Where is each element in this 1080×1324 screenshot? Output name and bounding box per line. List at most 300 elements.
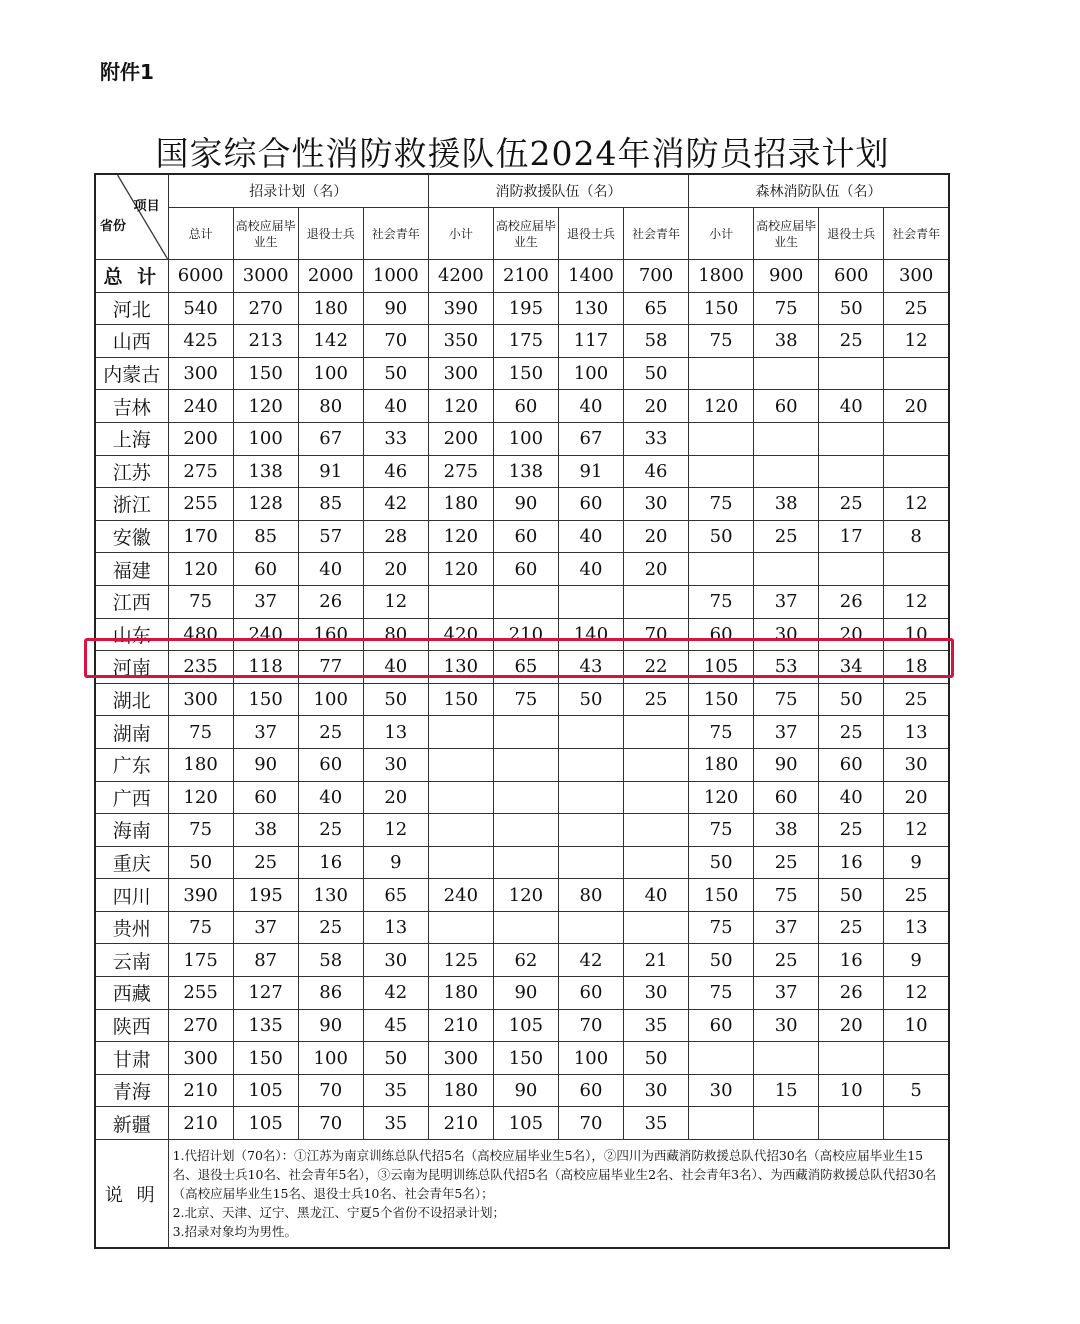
value-cell: 33 <box>363 422 428 455</box>
value-cell: 420 <box>428 618 493 651</box>
value-cell: 37 <box>754 977 819 1010</box>
value-cell: 25 <box>819 911 884 944</box>
value-cell <box>819 455 884 488</box>
value-cell: 35 <box>363 1074 428 1107</box>
value-cell: 120 <box>493 879 558 912</box>
notes-row <box>95 1140 949 1249</box>
value-cell <box>493 716 558 749</box>
table-row <box>95 846 949 879</box>
value-cell: 25 <box>754 944 819 977</box>
value-cell <box>884 455 949 488</box>
value-cell <box>428 911 493 944</box>
value-cell: 300 <box>428 357 493 390</box>
province-cell: 浙江 <box>95 488 168 521</box>
value-cell <box>819 422 884 455</box>
value-cell: 35 <box>363 1107 428 1140</box>
value-cell: 38 <box>754 325 819 358</box>
province-cell: 内蒙古 <box>95 357 168 390</box>
value-cell: 105 <box>493 1009 558 1042</box>
value-cell: 46 <box>624 455 689 488</box>
value-cell <box>689 1042 754 1075</box>
value-cell: 180 <box>689 748 754 781</box>
table-row <box>95 1074 949 1107</box>
value-cell: 75 <box>493 683 558 716</box>
sub-header: 小计 <box>689 208 754 260</box>
value-cell <box>428 585 493 618</box>
value-cell: 150 <box>689 683 754 716</box>
value-cell <box>493 748 558 781</box>
value-cell: 150 <box>233 683 298 716</box>
value-cell: 75 <box>168 716 233 749</box>
province-cell: 海南 <box>95 814 168 847</box>
value-cell: 180 <box>428 977 493 1010</box>
page-title: 国家综合性消防救援队伍2024年消防员招录计划 <box>155 134 890 173</box>
value-cell <box>689 553 754 586</box>
value-cell: 20 <box>624 520 689 553</box>
value-cell: 100 <box>298 1042 363 1075</box>
value-cell: 180 <box>298 292 363 325</box>
value-cell <box>624 911 689 944</box>
value-cell: 75 <box>689 716 754 749</box>
attachment-label: 附件1 <box>100 60 154 84</box>
table-row <box>95 781 949 814</box>
value-cell: 60 <box>493 553 558 586</box>
value-cell <box>493 846 558 879</box>
value-cell: 37 <box>233 911 298 944</box>
value-cell: 85 <box>298 488 363 521</box>
sub-header: 高校应届毕业生 <box>493 208 558 260</box>
value-cell: 25 <box>298 814 363 847</box>
value-cell <box>884 553 949 586</box>
value-cell <box>558 781 623 814</box>
value-cell: 210 <box>428 1009 493 1042</box>
value-cell: 60 <box>754 781 819 814</box>
value-cell: 21 <box>624 944 689 977</box>
value-cell: 20 <box>884 390 949 423</box>
value-cell: 50 <box>689 846 754 879</box>
value-cell: 30 <box>624 488 689 521</box>
value-cell: 75 <box>689 977 754 1010</box>
value-cell <box>754 1042 819 1075</box>
province-cell: 吉林 <box>95 390 168 423</box>
value-cell: 67 <box>558 422 623 455</box>
value-cell: 25 <box>298 911 363 944</box>
value-cell: 60 <box>233 781 298 814</box>
value-cell: 3000 <box>233 260 298 293</box>
value-cell: 480 <box>168 618 233 651</box>
value-cell: 127 <box>233 977 298 1010</box>
value-cell <box>754 357 819 390</box>
value-cell: 12 <box>884 977 949 1010</box>
province-cell: 山西 <box>95 325 168 358</box>
value-cell: 180 <box>428 488 493 521</box>
value-cell: 120 <box>689 390 754 423</box>
corner-header <box>95 174 168 260</box>
sub-header: 高校应届毕业生 <box>233 208 298 260</box>
sub-header: 总计 <box>168 208 233 260</box>
value-cell: 17 <box>819 520 884 553</box>
group-header-forest-fire: 森林消防队伍（名） <box>689 174 949 208</box>
note-line: 1.代招计划（70名）：①江苏为南京训练总队代招5名（高校应届毕业生5名），②四川为西藏消防救援总队代招30名（高校应届毕业生15名、退役士兵10名、社会青年5名），③云南为昆明训练总队代招5名（高校应届毕业生2名、社会青年3名）、为西藏消防救援总队代招30名（高校应届毕业生15名、退役士兵10名、社会青年5名）； <box>172 1148 937 1202</box>
value-cell: 40 <box>298 553 363 586</box>
province-cell: 西藏 <box>95 977 168 1010</box>
value-cell: 140 <box>558 618 623 651</box>
value-cell: 30 <box>363 748 428 781</box>
province-cell: 上海 <box>95 422 168 455</box>
value-cell: 75 <box>168 585 233 618</box>
province-cell: 江苏 <box>95 455 168 488</box>
value-cell: 35 <box>624 1107 689 1140</box>
value-cell: 37 <box>754 585 819 618</box>
notes-label: 说 明 <box>95 1140 168 1249</box>
value-cell: 70 <box>298 1074 363 1107</box>
value-cell: 210 <box>168 1107 233 1140</box>
value-cell: 300 <box>428 1042 493 1075</box>
province-cell: 河北 <box>95 292 168 325</box>
value-cell: 105 <box>689 651 754 684</box>
value-cell: 12 <box>884 488 949 521</box>
value-cell: 91 <box>558 455 623 488</box>
value-cell: 75 <box>168 911 233 944</box>
value-cell: 50 <box>624 1042 689 1075</box>
value-cell: 255 <box>168 488 233 521</box>
table-row <box>95 1107 949 1140</box>
table-row <box>95 520 949 553</box>
value-cell: 50 <box>819 879 884 912</box>
value-cell: 128 <box>233 488 298 521</box>
value-cell <box>754 422 819 455</box>
value-cell: 200 <box>168 422 233 455</box>
value-cell: 77 <box>298 651 363 684</box>
value-cell: 300 <box>168 1042 233 1075</box>
value-cell: 26 <box>298 585 363 618</box>
value-cell: 12 <box>884 814 949 847</box>
corner-province-label: 省份 <box>100 219 127 234</box>
value-cell: 270 <box>168 1009 233 1042</box>
value-cell: 150 <box>428 683 493 716</box>
value-cell: 40 <box>558 390 623 423</box>
value-cell: 4200 <box>428 260 493 293</box>
value-cell: 105 <box>493 1107 558 1140</box>
value-cell: 26 <box>819 977 884 1010</box>
value-cell: 120 <box>233 390 298 423</box>
value-cell: 5 <box>884 1074 949 1107</box>
province-cell: 重庆 <box>95 846 168 879</box>
table-row <box>95 911 949 944</box>
table-row <box>95 325 949 358</box>
value-cell: 270 <box>233 292 298 325</box>
value-cell: 20 <box>819 618 884 651</box>
sub-header: 社会青年 <box>884 208 949 260</box>
value-cell: 53 <box>754 651 819 684</box>
value-cell: 13 <box>363 716 428 749</box>
value-cell: 75 <box>754 292 819 325</box>
value-cell: 150 <box>233 1042 298 1075</box>
sub-header: 高校应届毕业生 <box>754 208 819 260</box>
value-cell <box>493 911 558 944</box>
value-cell: 60 <box>819 748 884 781</box>
value-cell: 275 <box>428 455 493 488</box>
value-cell: 213 <box>233 325 298 358</box>
province-cell: 江西 <box>95 585 168 618</box>
table-row <box>95 977 949 1010</box>
table-row <box>95 553 949 586</box>
value-cell: 42 <box>558 944 623 977</box>
value-cell <box>624 716 689 749</box>
value-cell: 75 <box>689 488 754 521</box>
value-cell: 38 <box>233 814 298 847</box>
value-cell: 34 <box>819 651 884 684</box>
value-cell: 25 <box>819 716 884 749</box>
value-cell: 700 <box>624 260 689 293</box>
province-cell: 河南 <box>95 651 168 684</box>
table-row <box>95 683 949 716</box>
value-cell: 60 <box>558 488 623 521</box>
province-cell: 新疆 <box>95 1107 168 1140</box>
value-cell <box>819 1042 884 1075</box>
value-cell: 390 <box>168 879 233 912</box>
value-cell: 120 <box>689 781 754 814</box>
table-row <box>95 585 949 618</box>
value-cell: 160 <box>298 618 363 651</box>
value-cell: 25 <box>884 879 949 912</box>
value-cell <box>493 781 558 814</box>
value-cell: 22 <box>624 651 689 684</box>
table-row <box>95 488 949 521</box>
value-cell: 20 <box>819 1009 884 1042</box>
sub-header: 社会青年 <box>624 208 689 260</box>
value-cell: 91 <box>298 455 363 488</box>
value-cell: 67 <box>298 422 363 455</box>
value-cell: 195 <box>233 879 298 912</box>
value-cell <box>428 814 493 847</box>
value-cell: 12 <box>884 585 949 618</box>
table-row <box>95 1009 949 1042</box>
value-cell: 10 <box>819 1074 884 1107</box>
value-cell <box>819 357 884 390</box>
value-cell: 25 <box>819 325 884 358</box>
value-cell: 60 <box>754 390 819 423</box>
value-cell: 300 <box>884 260 949 293</box>
value-cell <box>884 1042 949 1075</box>
value-cell: 30 <box>624 977 689 1010</box>
value-cell: 60 <box>493 390 558 423</box>
value-cell: 50 <box>558 683 623 716</box>
value-cell: 58 <box>298 944 363 977</box>
value-cell: 65 <box>624 292 689 325</box>
value-cell <box>493 814 558 847</box>
province-cell: 福建 <box>95 553 168 586</box>
value-cell: 40 <box>363 390 428 423</box>
value-cell: 25 <box>819 488 884 521</box>
value-cell: 40 <box>624 879 689 912</box>
value-cell: 70 <box>558 1009 623 1042</box>
value-cell: 150 <box>233 357 298 390</box>
value-cell: 60 <box>233 553 298 586</box>
value-cell <box>689 357 754 390</box>
value-cell: 105 <box>233 1107 298 1140</box>
note-line: 2.北京、天津、辽宁、黑龙江、宁夏5个省份不设招录计划； <box>172 1205 505 1221</box>
highlight-box-henan <box>84 638 954 678</box>
sub-header: 退役士兵 <box>298 208 363 260</box>
sub-header: 退役士兵 <box>558 208 623 260</box>
value-cell: 540 <box>168 292 233 325</box>
value-cell: 75 <box>689 911 754 944</box>
value-cell <box>558 748 623 781</box>
value-cell: 75 <box>689 585 754 618</box>
value-cell <box>754 1107 819 1140</box>
value-cell: 40 <box>558 520 623 553</box>
value-cell: 20 <box>624 553 689 586</box>
value-cell: 25 <box>298 716 363 749</box>
value-cell: 180 <box>428 1074 493 1107</box>
value-cell <box>754 455 819 488</box>
value-cell: 60 <box>558 977 623 1010</box>
value-cell: 18 <box>884 651 949 684</box>
value-cell: 138 <box>493 455 558 488</box>
value-cell <box>689 455 754 488</box>
value-cell: 42 <box>363 977 428 1010</box>
value-cell: 1000 <box>363 260 428 293</box>
value-cell: 900 <box>754 260 819 293</box>
value-cell: 80 <box>298 390 363 423</box>
value-cell: 75 <box>754 879 819 912</box>
sub-header: 退役士兵 <box>819 208 884 260</box>
value-cell: 50 <box>363 1042 428 1075</box>
value-cell: 45 <box>363 1009 428 1042</box>
value-cell: 75 <box>168 814 233 847</box>
value-cell: 90 <box>298 1009 363 1042</box>
sub-header: 社会青年 <box>363 208 428 260</box>
value-cell: 350 <box>428 325 493 358</box>
value-cell: 2000 <box>298 260 363 293</box>
value-cell <box>558 911 623 944</box>
value-cell: 9 <box>884 944 949 977</box>
value-cell: 50 <box>819 683 884 716</box>
value-cell: 62 <box>493 944 558 977</box>
value-cell: 100 <box>558 357 623 390</box>
value-cell: 255 <box>168 977 233 1010</box>
value-cell: 33 <box>624 422 689 455</box>
value-cell: 42 <box>363 488 428 521</box>
province-cell: 贵州 <box>95 911 168 944</box>
table-row <box>95 455 949 488</box>
value-cell: 25 <box>754 520 819 553</box>
province-cell: 四川 <box>95 879 168 912</box>
notes-content <box>168 1140 949 1249</box>
group-header-fire-rescue: 消防救援队伍（名） <box>428 174 688 208</box>
value-cell: 90 <box>493 977 558 1010</box>
table-row <box>95 422 949 455</box>
value-cell: 20 <box>624 390 689 423</box>
province-cell: 安徽 <box>95 520 168 553</box>
value-cell <box>884 357 949 390</box>
value-cell: 100 <box>298 357 363 390</box>
value-cell <box>624 585 689 618</box>
value-cell: 2100 <box>493 260 558 293</box>
value-cell <box>558 846 623 879</box>
value-cell: 50 <box>689 520 754 553</box>
value-cell: 6000 <box>168 260 233 293</box>
value-cell: 235 <box>168 651 233 684</box>
value-cell: 16 <box>819 846 884 879</box>
value-cell <box>819 1107 884 1140</box>
value-cell: 30 <box>754 618 819 651</box>
value-cell: 50 <box>363 683 428 716</box>
value-cell: 130 <box>298 879 363 912</box>
value-cell: 40 <box>558 553 623 586</box>
value-cell: 240 <box>168 390 233 423</box>
value-cell: 10 <box>884 1009 949 1042</box>
value-cell: 120 <box>428 520 493 553</box>
value-cell <box>884 422 949 455</box>
value-cell: 210 <box>428 1107 493 1140</box>
value-cell <box>558 716 623 749</box>
value-cell: 10 <box>884 618 949 651</box>
value-cell: 87 <box>233 944 298 977</box>
province-cell: 总 计 <box>95 260 168 293</box>
value-cell: 65 <box>363 879 428 912</box>
value-cell <box>624 781 689 814</box>
value-cell <box>558 814 623 847</box>
value-cell: 210 <box>493 618 558 651</box>
value-cell: 12 <box>884 325 949 358</box>
value-cell: 20 <box>884 781 949 814</box>
province-cell: 湖北 <box>95 683 168 716</box>
value-cell: 20 <box>363 553 428 586</box>
value-cell: 210 <box>168 1074 233 1107</box>
value-cell: 25 <box>884 292 949 325</box>
value-cell: 150 <box>493 1042 558 1075</box>
table-row <box>95 357 949 390</box>
province-cell: 青海 <box>95 1074 168 1107</box>
value-cell: 35 <box>624 1009 689 1042</box>
value-cell: 90 <box>754 748 819 781</box>
recruitment-table <box>94 173 950 1249</box>
value-cell: 38 <box>754 488 819 521</box>
value-cell: 12 <box>363 585 428 618</box>
value-cell: 50 <box>819 292 884 325</box>
value-cell: 100 <box>233 422 298 455</box>
value-cell <box>428 748 493 781</box>
table-row <box>95 814 949 847</box>
value-cell: 50 <box>363 357 428 390</box>
value-cell: 175 <box>168 944 233 977</box>
value-cell: 600 <box>819 260 884 293</box>
value-cell: 25 <box>819 814 884 847</box>
value-cell: 200 <box>428 422 493 455</box>
value-cell: 8 <box>884 520 949 553</box>
value-cell: 65 <box>493 651 558 684</box>
table-row <box>95 716 949 749</box>
value-cell: 75 <box>754 683 819 716</box>
province-cell: 广东 <box>95 748 168 781</box>
value-cell: 25 <box>884 683 949 716</box>
value-cell <box>884 1107 949 1140</box>
value-cell <box>689 422 754 455</box>
value-cell: 30 <box>884 748 949 781</box>
value-cell <box>624 846 689 879</box>
value-cell: 25 <box>624 683 689 716</box>
value-cell: 130 <box>558 292 623 325</box>
value-cell: 25 <box>754 846 819 879</box>
value-cell: 37 <box>754 911 819 944</box>
value-cell: 240 <box>233 618 298 651</box>
value-cell <box>624 814 689 847</box>
value-cell: 28 <box>363 520 428 553</box>
value-cell <box>624 748 689 781</box>
value-cell: 275 <box>168 455 233 488</box>
